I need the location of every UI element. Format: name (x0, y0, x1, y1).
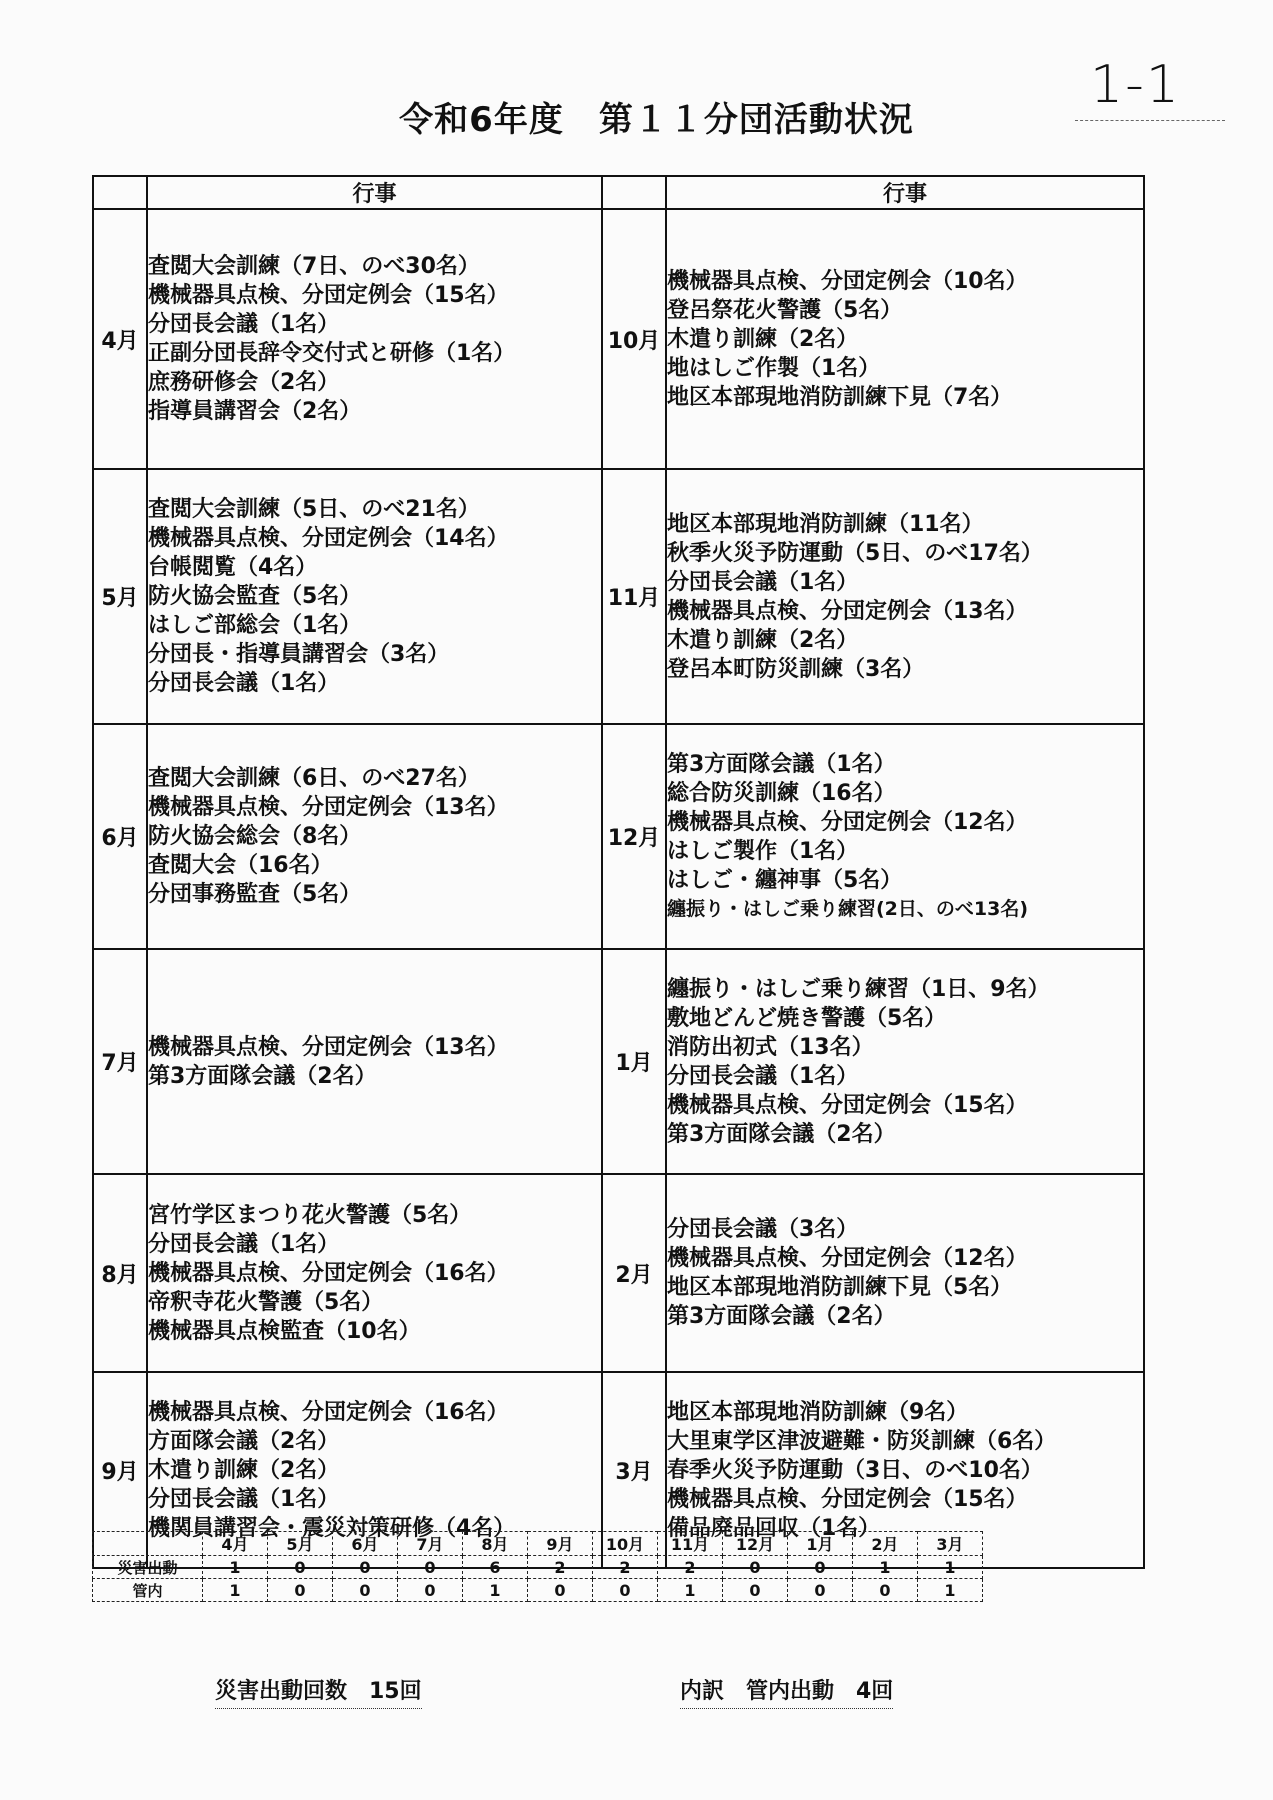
event-item: 機械器具点検、分団定例会（13名） (148, 795, 509, 820)
event-item: 総合防災訓練（16名） (667, 780, 896, 806)
events-cell-right (666, 1174, 1144, 1372)
dispatch-cell: 9月 (528, 1532, 593, 1556)
event-item: 機械器具点検、分団定例会（15名） (667, 1092, 1028, 1118)
page-tag: 1-1 (1090, 55, 1181, 115)
event-item: 第3方面隊会議（1名） (667, 751, 896, 777)
dispatch-cell: 0 (528, 1579, 593, 1602)
dispatch-cell: 1 (853, 1556, 918, 1579)
event-item: 分団長会議（1名） (667, 569, 859, 595)
dispatch-cell: 2 (593, 1556, 658, 1579)
dispatch-cell: 0 (268, 1579, 333, 1602)
dispatch-cell: 2 (528, 1556, 593, 1579)
event-item: 地区本部現地消防訓練（9名） (667, 1399, 969, 1425)
events-cell-left (147, 724, 602, 949)
event-item: 備品廃品回収（1名） (667, 1515, 881, 1541)
event-item: 登呂本町防災訓練（3名） (667, 656, 925, 682)
event-item: 地はしご作製（1名） (667, 355, 881, 381)
header-spacer-right (602, 176, 666, 209)
event-item: 機械器具点検、分団定例会（13名） (148, 1034, 509, 1060)
month-label-left: 4月 (93, 209, 147, 469)
event-item: 分団長会議（1名） (148, 1231, 340, 1257)
month-label-right: 2月 (602, 1174, 666, 1372)
month-label-right: 3月 (602, 1372, 666, 1568)
event-item: 木遣り訓練（2名） (148, 1457, 340, 1483)
event-item: 地区本部現地消防訓練下見（5名） (667, 1275, 1013, 1300)
dispatch-row-label (93, 1532, 203, 1556)
event-item: 査閲大会（16名） (148, 853, 333, 878)
event-item: 消防出初式（13名） (667, 1034, 874, 1060)
month-label-left: 5月 (93, 469, 147, 724)
activity-header-row (93, 176, 1144, 209)
dispatch-cell: 1 (918, 1579, 983, 1602)
event-item: 分団事務監査（5名） (148, 882, 362, 907)
event-item: 敷地どんど焼き警護（5名） (667, 1005, 947, 1031)
event-item: 庶務研修会（2名） (148, 370, 340, 395)
dispatch-cell: 10月 (593, 1532, 658, 1556)
event-item: 査閲大会訓練（5日、のべ21名） (148, 497, 480, 522)
month-label-left: 6月 (93, 724, 147, 949)
dispatch-cell: 0 (593, 1579, 658, 1602)
events-cell-left (147, 469, 602, 724)
dispatch-cell: 12月 (723, 1532, 788, 1556)
dispatch-cell: 1 (203, 1556, 268, 1579)
dispatch-cell: 0 (333, 1579, 398, 1602)
event-item: 分団長・指導員講習会（3名） (148, 642, 450, 667)
dispatch-cell: 3月 (918, 1532, 983, 1556)
event-item: 台帳閲覧（4名） (148, 555, 318, 580)
event-item: 機械器具点検、分団定例会（12名） (667, 809, 1028, 835)
dispatch-cell: 0 (853, 1579, 918, 1602)
dispatch-cell: 0 (398, 1556, 463, 1579)
event-item: 機械器具点検、分団定例会（14名） (148, 526, 509, 551)
dispatch-cell: 2 (658, 1556, 723, 1579)
event-item: 登呂祭花火警護（5名） (667, 297, 903, 323)
dispatch-cell: 8月 (463, 1532, 528, 1556)
summary-breakdown-text: 内訳 管内出動 4回 (680, 1679, 893, 1709)
activity-row (93, 209, 1144, 469)
dispatch-cell: 0 (268, 1556, 333, 1579)
event-item: 分団長会議（1名） (667, 1063, 859, 1089)
dispatch-cell: 5月 (268, 1532, 333, 1556)
month-label-right: 1月 (602, 949, 666, 1174)
events-cell-right (666, 949, 1144, 1174)
dispatch-cell: 6月 (333, 1532, 398, 1556)
event-item: 宮竹学区まつり花火警護（5名） (148, 1202, 472, 1228)
dispatch-cell: 7月 (398, 1532, 463, 1556)
dispatch-cell: 1 (463, 1579, 528, 1602)
dispatch-cell: 0 (398, 1579, 463, 1602)
event-item: 機械器具点検、分団定例会（13名） (667, 598, 1028, 624)
dispatch-cell: 1 (658, 1579, 723, 1602)
page-title: 令和6年度 第１１分団活動状況 (399, 100, 914, 140)
event-item: 査閲大会訓練（6日、のべ27名） (148, 766, 480, 791)
month-label-left: 7月 (93, 949, 147, 1174)
event-item: 第3方面隊会議（2名） (148, 1063, 377, 1089)
event-item: 第3方面隊会議（2名） (667, 1121, 896, 1147)
event-item: 指導員講習会（2名） (148, 399, 362, 424)
event-item: 機械器具点検監査（10名） (148, 1318, 421, 1344)
event-item: 機械器具点検、分団定例会（12名） (667, 1246, 1028, 1271)
dispatch-cell: 4月 (203, 1532, 268, 1556)
events-cell-right (666, 724, 1144, 949)
dispatch-cell: 0 (788, 1579, 853, 1602)
summary-total (215, 1674, 422, 1705)
dispatch-cell: 0 (788, 1556, 853, 1579)
dispatch-row-label: 管内 (93, 1579, 203, 1602)
activity-row (93, 1174, 1144, 1372)
event-item: 方面隊会議（2名） (148, 1428, 340, 1454)
dispatch-disaster-row (93, 1556, 983, 1579)
event-item: 分団長会議（1名） (148, 1486, 340, 1512)
event-item: はしご製作（1名） (667, 838, 859, 864)
dispatch-cell: 1 (203, 1579, 268, 1602)
dispatch-cell: 1月 (788, 1532, 853, 1556)
summary-total-text: 災害出動回数 15回 (215, 1679, 422, 1709)
events-cell-left (147, 1174, 602, 1372)
dispatch-cell: 6 (463, 1556, 528, 1579)
event-item: 機械器具点検、分団定例会（10名） (667, 268, 1028, 294)
event-item: 機関員講習会・震災対策研修（4名） (148, 1515, 516, 1541)
event-item: 正副分団長辞令交付式と研修（1名） (148, 341, 516, 366)
dispatch-row-label: 災害出動 (93, 1556, 203, 1579)
event-item: 木遣り訓練（2名） (667, 326, 859, 352)
event-item: 纏振り・はしご乗り練習（1日、9名） (667, 976, 1050, 1002)
activity-table (92, 175, 1145, 1569)
events-cell-right (666, 469, 1144, 724)
summary-breakdown (680, 1674, 893, 1705)
dispatch-cell: 11月 (658, 1532, 723, 1556)
dispatch-cell: 2月 (853, 1532, 918, 1556)
event-item: 帝釈寺花火警護（5名） (148, 1289, 384, 1315)
header-events-left: 行事 (147, 176, 602, 209)
event-item: 機械器具点検、分団定例会（15名） (667, 1486, 1028, 1512)
activity-row (93, 469, 1144, 724)
event-item: 機械器具点検、分団定例会（15名） (148, 283, 509, 308)
event-item: 防火協会監査（5名） (148, 584, 362, 609)
dispatch-cell: 0 (723, 1556, 788, 1579)
dispatch-table (92, 1531, 983, 1602)
month-label-left: 9月 (93, 1372, 147, 1568)
event-item: 査閲大会訓練（7日、のべ30名） (148, 254, 480, 279)
activity-row (93, 724, 1144, 949)
event-item: はしご・纏神事（5名） (667, 867, 903, 893)
event-item: 分団長会議（1名） (148, 671, 340, 696)
event-item: 纏振り・はしご乗り練習(2日、のべ13名) (667, 897, 1029, 920)
dispatch-cell: 1 (918, 1556, 983, 1579)
month-label-right: 10月 (602, 209, 666, 469)
event-item: 分団長会議（3名） (667, 1217, 859, 1242)
dispatch-month-row (93, 1532, 983, 1556)
event-item: 分団長会議（1名） (148, 312, 340, 337)
header-events-right: 行事 (666, 176, 1144, 209)
events-cell-left (147, 209, 602, 469)
dispatch-cell: 0 (333, 1556, 398, 1579)
event-item: 秋季火災予防運動（5日、のべ17名） (667, 540, 1043, 566)
event-item: はしご部総会（1名） (148, 613, 362, 638)
header-spacer-left (93, 176, 147, 209)
event-item: 春季火災予防運動（3日、のべ10名） (667, 1457, 1043, 1483)
dispatch-cell: 0 (723, 1579, 788, 1602)
dispatch-inner-row (93, 1579, 983, 1602)
event-item: 第3方面隊会議（2名） (667, 1304, 896, 1329)
activity-row (93, 949, 1144, 1174)
event-item: 木遣り訓練（2名） (667, 627, 859, 653)
month-label-left: 8月 (93, 1174, 147, 1372)
event-item: 地区本部現地消防訓練下見（7名） (667, 384, 1013, 410)
event-item: 大里東学区津波避難・防災訓練（6名） (667, 1428, 1057, 1454)
month-label-right: 12月 (602, 724, 666, 949)
event-item: 機械器具点検、分団定例会（16名） (148, 1260, 509, 1286)
events-cell-left (147, 949, 602, 1174)
event-item: 機械器具点検、分団定例会（16名） (148, 1399, 509, 1425)
month-label-right: 11月 (602, 469, 666, 724)
event-item: 防火協会総会（8名） (148, 824, 362, 849)
events-cell-right (666, 209, 1144, 469)
event-item: 地区本部現地消防訓練（11名） (667, 511, 984, 537)
